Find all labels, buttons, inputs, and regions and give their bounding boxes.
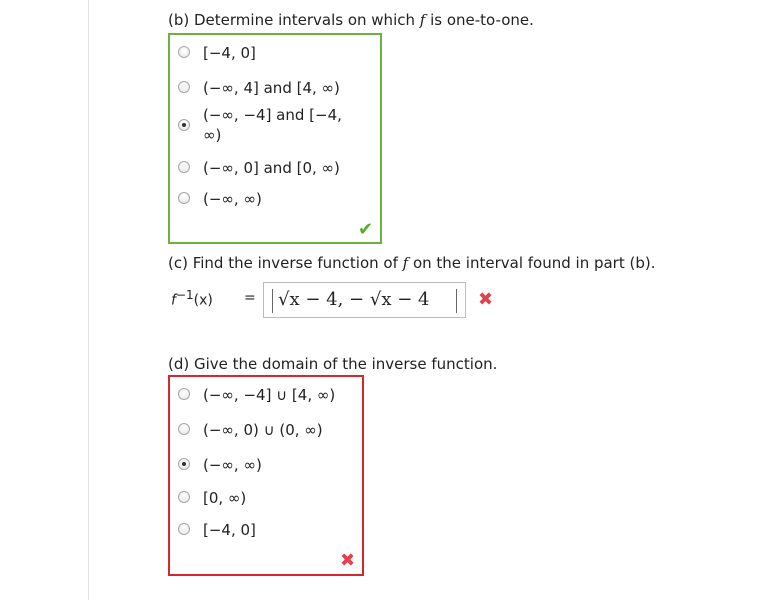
part-b-prompt — [168, 11, 534, 29]
radio-button[interactable] — [178, 192, 190, 204]
cross-icon: ✖ — [340, 550, 356, 571]
option-label-continued: ∞) — [203, 126, 222, 144]
prompt-var: f — [402, 254, 409, 272]
option-label: (−∞, −4] and [−4, — [203, 106, 342, 124]
radio-button[interactable] — [178, 161, 190, 173]
option-label: [−4, 0] — [203, 44, 256, 62]
prompt-var: f — [419, 11, 426, 29]
input-divider — [272, 289, 273, 313]
cross-icon: ✖ — [478, 289, 494, 310]
equals-sign: = — [244, 290, 256, 306]
part-b-options-box — [168, 33, 382, 244]
func-arg: (x) — [193, 292, 213, 309]
part-c-prompt — [168, 254, 656, 272]
prompt-text: (b) Determine intervals on which — [168, 11, 420, 29]
radio-button[interactable] — [178, 46, 190, 58]
left-divider — [88, 0, 89, 600]
prompt-text: on the interval found in part (b). — [408, 254, 656, 272]
option-label: (−∞, 0) ∪ (0, ∞) — [203, 421, 323, 439]
prompt-text: (c) Find the inverse function of — [168, 254, 403, 272]
func-name: f — [171, 292, 176, 309]
input-divider — [456, 289, 457, 313]
option-label: (−∞, ∞) — [203, 456, 262, 474]
option-label: (−∞, 0] and [0, ∞) — [203, 159, 340, 177]
answer-expression: √x − 4, − √x − 4 — [278, 289, 430, 310]
radio-button-selected[interactable] — [178, 458, 190, 470]
radio-button-selected[interactable] — [178, 119, 190, 131]
prompt-text: is one-to-one. — [425, 11, 534, 29]
radio-button[interactable] — [178, 423, 190, 435]
radio-button[interactable] — [178, 81, 190, 93]
radio-button[interactable] — [178, 523, 190, 535]
radio-button[interactable] — [178, 491, 190, 503]
option-label: (−∞, ∞) — [203, 190, 262, 208]
option-label: [−4, 0] — [203, 521, 256, 539]
part-d-options-box — [168, 375, 364, 576]
radio-button[interactable] — [178, 388, 190, 400]
answer-input[interactable] — [263, 282, 466, 318]
part-d-prompt: (d) Give the domain of the inverse function. — [168, 355, 498, 373]
option-label: (−∞, −4] ∪ [4, ∞) — [203, 386, 336, 404]
inverse-function-label — [171, 288, 213, 309]
option-label: (−∞, 4] and [4, ∞) — [203, 79, 340, 97]
func-sup: −1 — [175, 288, 194, 302]
option-label: [0, ∞) — [203, 489, 247, 507]
check-icon: ✔ — [358, 219, 374, 240]
